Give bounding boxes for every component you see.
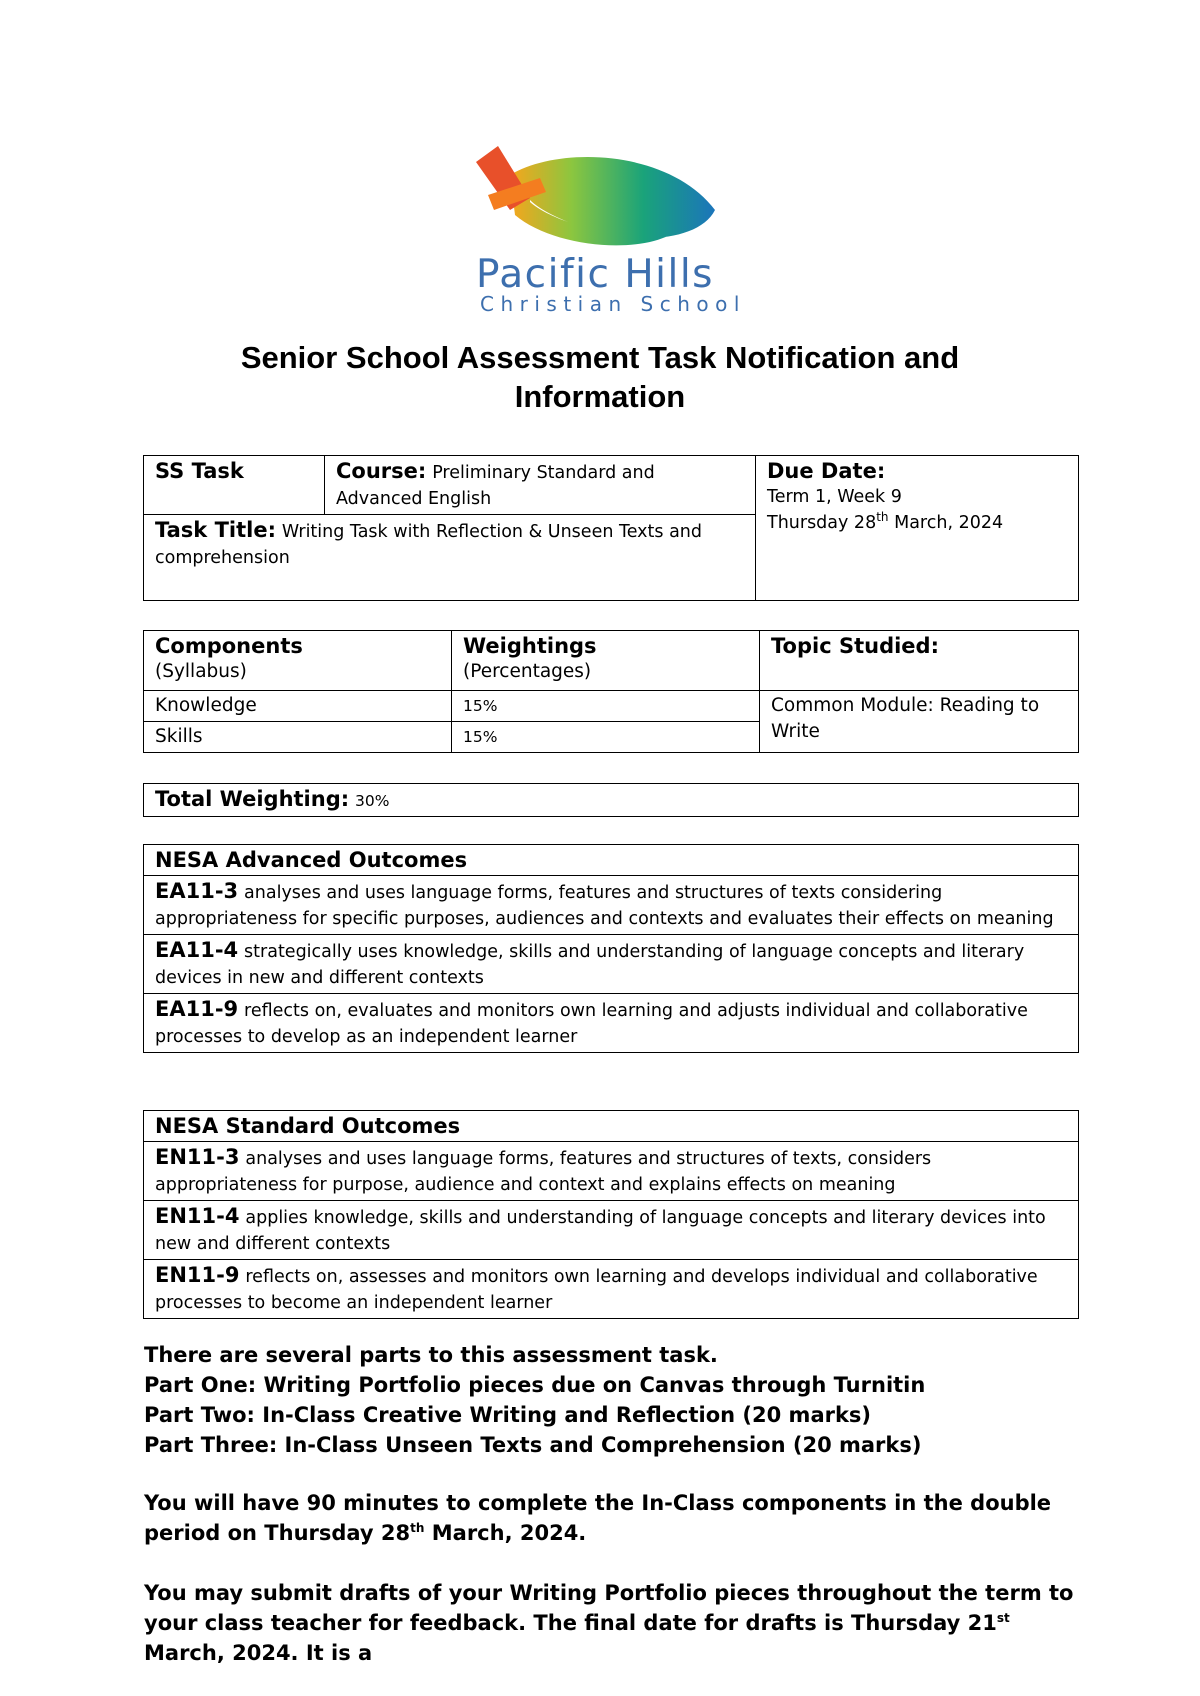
standard-outcomes-heading: NESA Standard Outcomes — [144, 1111, 1079, 1142]
advanced-outcomes-table — [143, 844, 1079, 1053]
components-header: Components (Syllabus) — [144, 631, 452, 691]
ss-task-cell: SS Task — [144, 456, 325, 515]
outcome-row: EA11-4 strategically uses knowledge, skills and understanding of language concepts and literary devices in new and different contexts — [144, 935, 1079, 994]
task-info-table — [143, 455, 1079, 601]
outcome-row: EN11-3 analyses and uses language forms, features and structures of texts, considers appropriateness for purpose, audience and context and explains effects on meaning — [144, 1142, 1079, 1201]
outcome-row: EN11-9 reflects on, assesses and monitors own learning and develops individual and collaborative processes to become an independent learner — [144, 1260, 1079, 1319]
topic-value: Common Module: Reading to Write — [760, 691, 1079, 753]
drafts-paragraph: You may submit drafts of your Writing Portfolio pieces throughout the term to your class teacher for feedback. The final date for drafts is Thursday 21st March, 2024. It is a — [144, 1581, 1074, 1665]
weighting-knowledge: 15% — [452, 691, 760, 722]
document-title: Senior School Assessment Task Notification and Information — [240, 340, 960, 414]
part-one: Part One: Writing Portfolio pieces due on Canvas through Turnitin — [144, 1373, 926, 1397]
logo-text-subtitle: Christian School — [480, 292, 746, 316]
assessment-parts — [144, 1340, 1084, 1460]
time-paragraph: You will have 90 minutes to complete the In-Class components in the double period on Thursday 28th March, 2024. — [144, 1491, 1052, 1545]
task-title-cell: Task Title: Writing Task with Reflection & Unseen Texts and comprehension — [144, 515, 756, 601]
component-skills: Skills — [144, 722, 452, 753]
total-weighting-cell: Total Weighting: 30% — [144, 784, 1079, 817]
parts-intro: There are several parts to this assessment task. — [144, 1343, 718, 1367]
part-three: Part Three: In-Class Unseen Texts and Comprehension (20 marks) — [144, 1433, 922, 1457]
topic-header: Topic Studied: — [760, 631, 1079, 691]
advanced-outcomes-heading: NESA Advanced Outcomes — [144, 845, 1079, 876]
part-two: Part Two: In-Class Creative Writing and Reflection (20 marks) — [144, 1403, 872, 1427]
standard-outcomes-table — [143, 1110, 1079, 1319]
logo-text-name: Pacific Hills — [476, 252, 714, 297]
weighting-skills: 15% — [452, 722, 760, 753]
outcome-row: EA11-3 analyses and uses language forms, features and structures of texts considering appropriateness for specific purposes, audiences and contexts and evaluates their effects on meaning — [144, 876, 1079, 935]
outcome-row: EA11-9 reflects on, evaluates and monitors own learning and adjusts individual and collaborative processes to develop as an independent learner — [144, 994, 1079, 1053]
weightings-header: Weightings (Percentages) — [452, 631, 760, 691]
total-weighting-table — [143, 783, 1079, 817]
course-cell: Course: Preliminary Standard and Advanced English — [325, 456, 756, 515]
outcome-row: EN11-4 applies knowledge, skills and understanding of language concepts and literary devices into new and different contexts — [144, 1201, 1079, 1260]
due-date-cell: Due Date: Term 1, Week 9 Thursday 28th March, 2024 — [756, 456, 1079, 601]
components-table — [143, 630, 1079, 753]
component-knowledge: Knowledge — [144, 691, 452, 722]
